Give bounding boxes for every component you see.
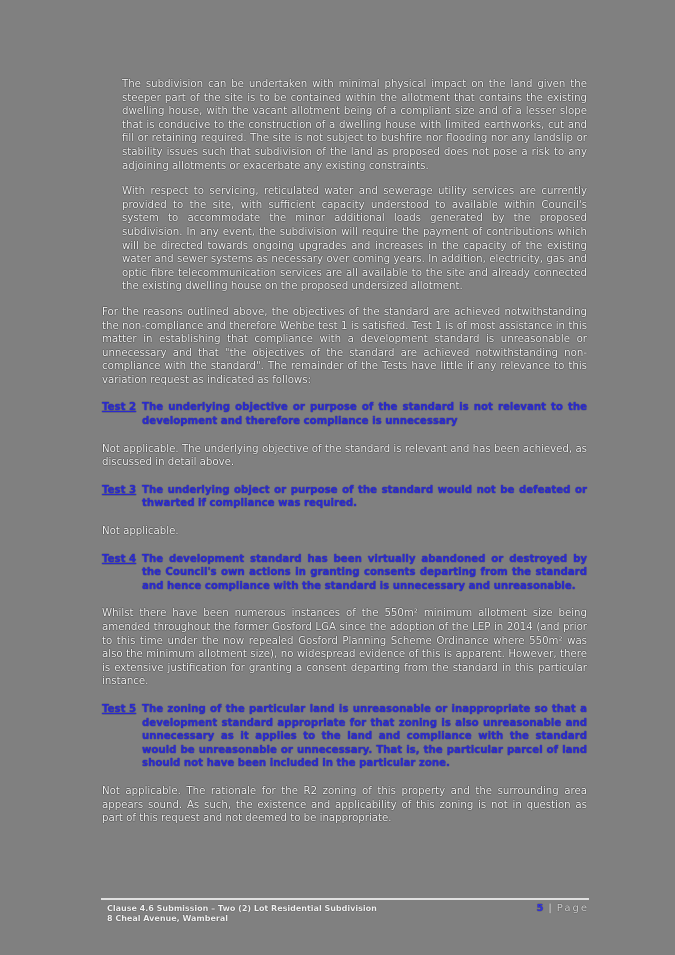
test-5-text: The zoning of the particular land is unreasonable or inappropriate so that a development standard appropriate for that zoning is also unreasonable and unnecessary as it applies to the land and compliance with the standard would be unreasonable or unnecessary. That is, the particular parcel of land should not have been included in the particular zone. (142, 703, 587, 770)
page-number: 5 (536, 903, 544, 914)
paragraph-servicing: With respect to servicing, reticulated water and sewerage utility services are currently provided to the site, with sufficient capacity understood to available within Council's system to accommodate the minor additional loads generated by the proposed subdivision. In any event, the subdivision will require the payment of contributions which will be directed towards ongoing upgrades and increases in the capacity of the existing water and sewer systems as necessary over coming years. In addition, electricity, gas and optic fibre telecommunication services are all available to the site and already connected the existing dwelling house on the proposed undersized allotment. (122, 186, 587, 293)
test-5-heading (102, 703, 587, 771)
test-4-response: Whilst there have been numerous instances of the 550m² minimum allotment size being amended throughout the former Gosford LGA since the adoption of the LEP in 2014 (and prior to this time under the now repealed Gosford Planning Scheme Ordinance where 550m² was also the minimum allotment size), no widespread evidence of this is apparent. However, there is extensive justification for granting a consent departing from the standard in this particular instance. (102, 608, 587, 688)
paragraph-conclusion-test1: For the reasons outlined above, the objectives of the standard are achieved notwithstanding the non-compliance and therefore Wehbe test 1 is satisfied. Test 1 is of most assistance in this matter in establishing that compliance with a development standard is unreasonable or unnecessary and that "the objectives of the standard are achieved notwithstanding non-compliance with the standard". The remainder of the Tests have little if any relevance to this variation request as indicated as follows: (102, 306, 587, 386)
footer-document-info (101, 904, 377, 924)
test-4-heading (102, 553, 587, 594)
test-2-text: The underlying objective or purpose of the standard is not relevant to the development and therefore compliance is unnecessary (142, 402, 587, 428)
document-page (102, 78, 587, 826)
paragraph-physical-impact: The subdivision can be undertaken with minimal physical impact on the land given the steeper part of the site is to be contained within the allotment that contains the existing dwelling house, with the vacant allotment being of a compliant size and of a lesser slope that is conducive to the construction of a dwelling house with limited earthworks, cut and fill or retaining required. The site is not subject to bushfire nor flooding nor any landslip or stability issues such that subdivision of the land as proposed does not pose a risk to any adjoining allotments or exacerbate any existing constraints. (122, 79, 587, 172)
test-2-label: Test 2 (102, 402, 137, 414)
test-2-response: Not applicable. The underlying objective of the standard is relevant and has been achieved, as discussed in detail above. (102, 443, 587, 469)
test-3-text: The underlying object or purpose of the standard would not be defeated or thwarted if compliance was required. (142, 484, 587, 510)
test-5-label: Test 5 (102, 703, 137, 715)
footer-page-info (536, 904, 589, 924)
page-label: Page (556, 903, 589, 914)
test-2-heading (102, 401, 587, 428)
test-4-label: Test 4 (102, 553, 137, 565)
footer-title: Clause 4.6 Submission – Two (2) Lot Residential Subdivision (107, 904, 377, 913)
test-3-label: Test 3 (102, 484, 137, 496)
footer-address: 8 Cheal Avenue, Wamberal (107, 914, 228, 923)
page-separator: | (548, 903, 552, 914)
test-5-response: Not applicable. The rationale for the R2 zoning of this property and the surrounding area appears sound. As such, the existence and applicability of this zoning is not in question as part of this request and not deemed to be inappropriate. (102, 785, 587, 825)
test-4-text: The development standard has been virtually abandoned or destroyed by the Council's own actions in granting consents departing from the standard and hence compliance with the standard is unnecessary and unreasonable. (142, 553, 587, 592)
test-3-heading (102, 484, 587, 511)
page-footer (101, 898, 589, 924)
test-3-response: Not applicable. (102, 526, 179, 538)
